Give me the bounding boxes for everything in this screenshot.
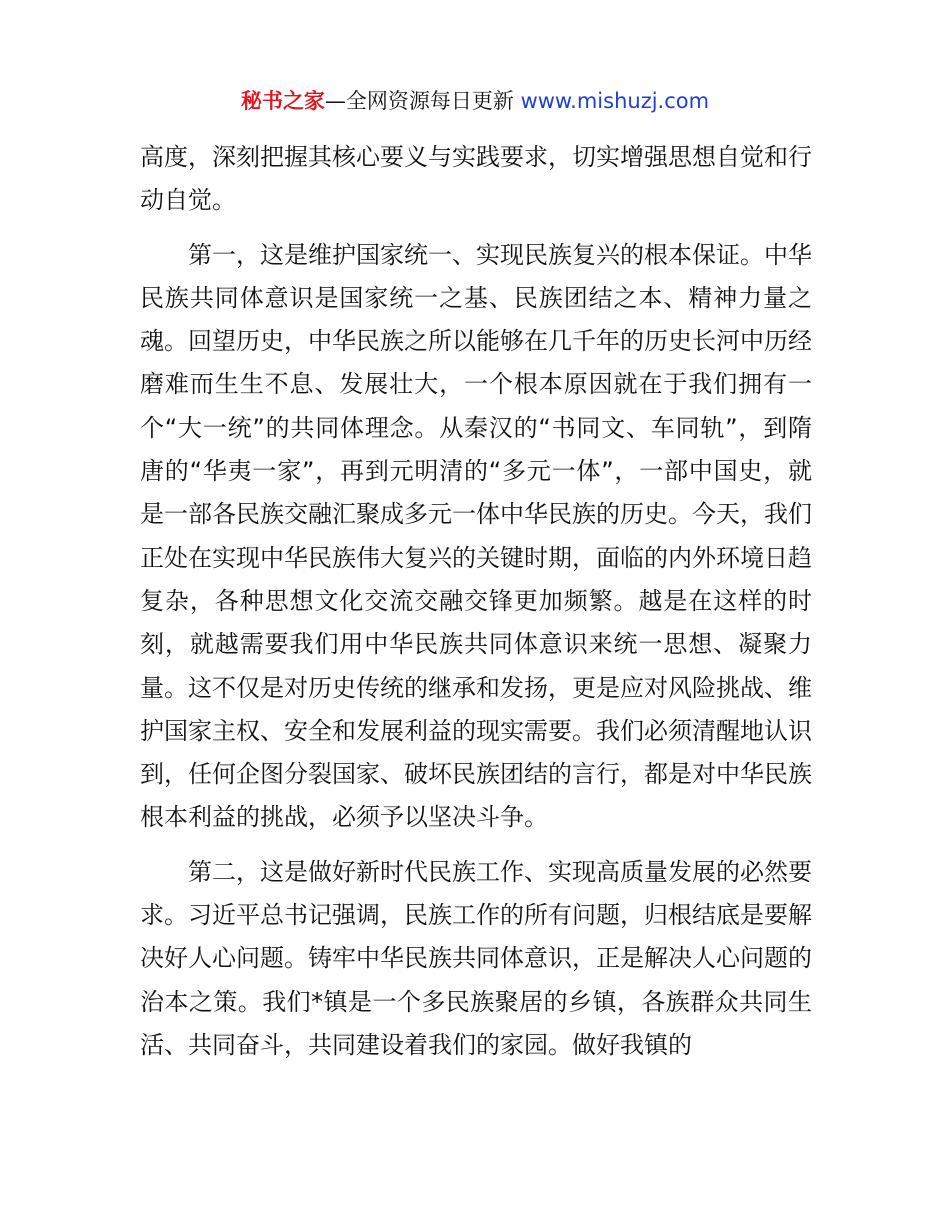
paragraph-second-point: 第二，这是做好新时代民族工作、实现高质量发展的必然要求。习近平总书记强调，民族工作的所有问题，归根结底是要解决好人心问题。铸牢中华民族共同体意识，正是解决人心问题的治本之策。我们*镇是一个多民族聚居的乡镇，各族群众共同生活、共同奋斗，共同建设着我们的家园。做好我镇的: [140, 857, 812, 1059]
site-url-link[interactable]: www.mishuzj.com: [520, 89, 710, 113]
page-header: [0, 86, 950, 116]
document-body: [140, 136, 812, 1067]
brand-name: 秘书之家: [240, 89, 325, 113]
paragraph-first-point: 第一，这是维护国家统一、实现民族复兴的根本保证。中华民族共同体意识是国家统一之基、民族团结之本、精神力量之魂。回望历史，中华民族之所以能够在几千年的历史长河中历经磨难而生生不息、发展壮大，一个根本原因就在于我们拥有一个“大一统”的共同体理念。从秦汉的“书同文、车同轨”，到隋唐的“华夷一家”，再到元明清的“多元一体”，一部中国史，就是一部各民族交融汇聚成多元一体中华民族的历史。今天，我们正处在实现中华民族伟大复兴的关键时期，面临的内外环境日趋复杂，各种思想文化交流交融交锋更加频繁。越是在这样的时刻，就越需要我们用中华民族共同体意识来统一思想、凝聚力量。这不仅是对历史传统的继承和发扬，更是应对风险挑战、维护国家主权、安全和发展利益的现实需要。我们必须清醒地认识到，任何企图分裂国家、破坏民族团结的言行，都是对中华民族根本利益的挑战，必须予以坚决斗争。: [140, 240, 812, 832]
header-slogan: —全网资源每日更新: [324, 89, 521, 113]
paragraph-continuation: 高度，深刻把握其核心要义与实践要求，切实增强思想自觉和行动自觉。: [140, 143, 812, 215]
